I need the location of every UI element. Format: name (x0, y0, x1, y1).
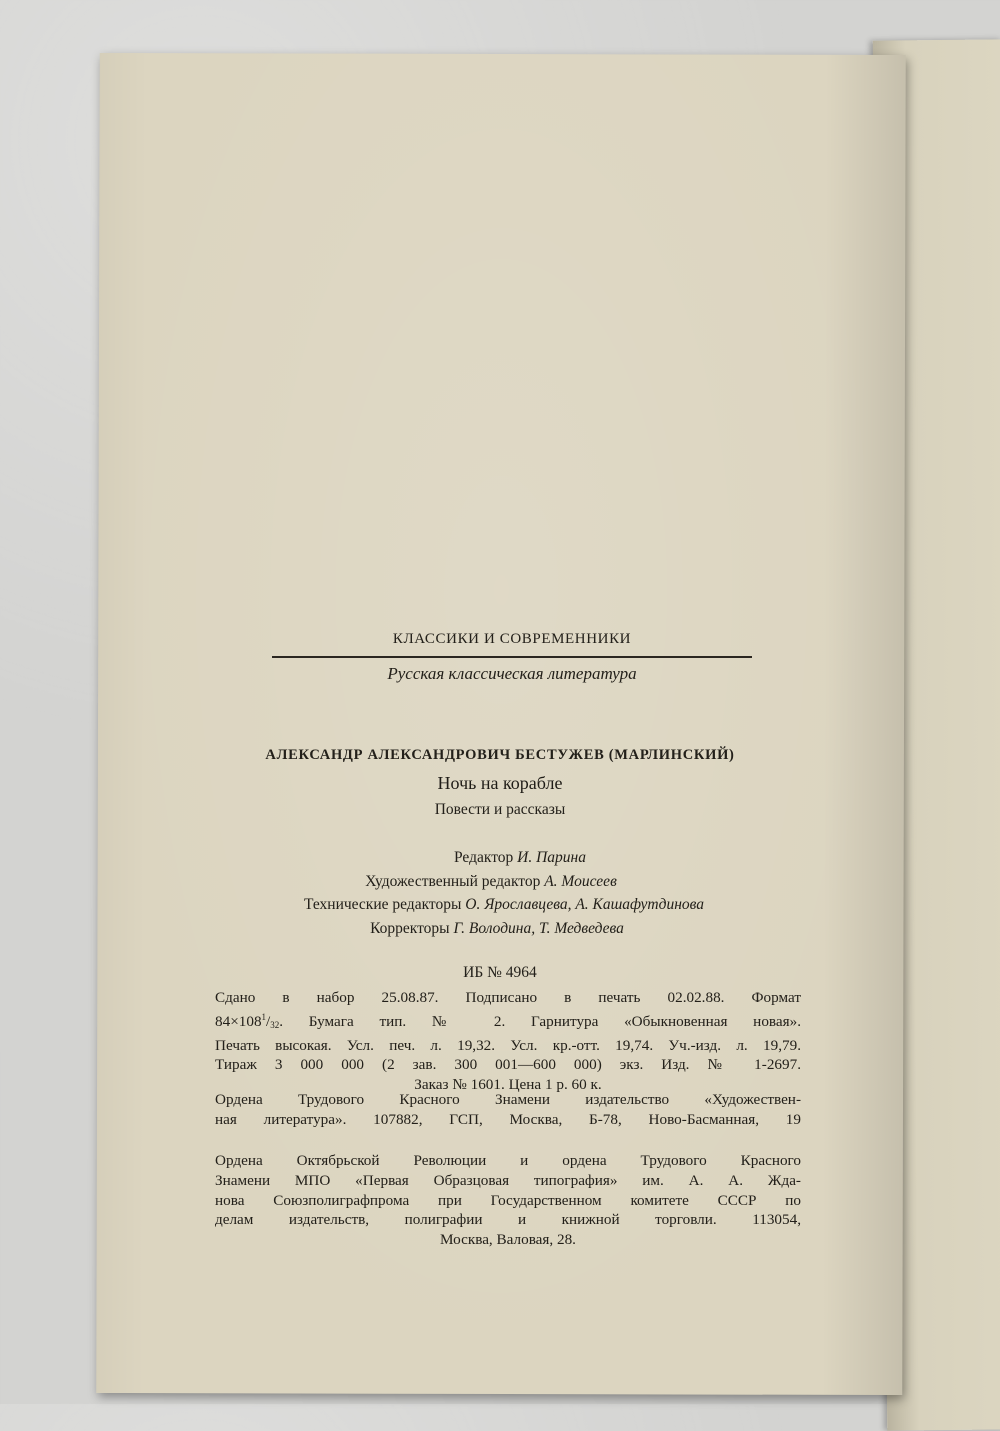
credit-name: Г. Володина, Т. Медведева (453, 919, 624, 937)
publisher-line: ная литература». 107882, ГСП, Москва, Б-78, Ново-Басманная, 19 (215, 1110, 801, 1128)
credit-name: И. Парина (517, 849, 586, 866)
book-subtitle: Повести и рассказы (434, 801, 566, 818)
book-title: Ночь на корабле (437, 773, 563, 793)
credit-line (160, 917, 840, 941)
print-line: Тираж 3 000 000 (2 зав. 300 001—600 000) экз. Изд. № 1-2697. (215, 1056, 801, 1074)
publisher-info (215, 1090, 801, 1130)
printer-line: Ордена Октябрьской Революции и ордена Трудового Красного (215, 1152, 801, 1169)
book-author: АЛЕКСАНДР АЛЕКСАНДРОВИЧ БЕСТУЖЕВ (МАРЛИНСКИЙ) (265, 747, 735, 763)
credit-line (160, 870, 840, 894)
format-numerator: 1 (261, 1011, 267, 1022)
credit-role: Художественный редактор (365, 872, 541, 890)
credit-role: Корректоры (370, 919, 450, 937)
printer-line: делам издательств, полиграфии и книжной торговли. 113054, (215, 1211, 801, 1229)
format-value: 84×108 (215, 1012, 262, 1030)
credit-line (160, 893, 840, 917)
print-line: Заказ № 1601. Цена 1 р. 60 к. (414, 1076, 602, 1094)
credit-name: О. Ярославцева, А. Кашафутдинова (465, 896, 705, 913)
editorial-credits (160, 846, 840, 940)
series-name: КЛАССИКИ И СОВРЕМЕННИКИ (392, 631, 632, 647)
series-divider (272, 656, 752, 658)
print-line: Сдано в набор 25.08.87. Подписано в печать 02.02.88. Формат (215, 989, 801, 1006)
printer-line: Знамени МПО «Первая Образцовая типография» им. А. А. Жда- (215, 1171, 801, 1189)
format-denominator: 32 (270, 1019, 280, 1030)
credit-name: А. Моисеев (544, 872, 617, 890)
printer-info (215, 1151, 801, 1250)
credit-role: Редактор (454, 849, 514, 866)
print-line: $84\times 108^1/_{32}$. Бумага тип. № 2. Гарнитура «Обыкновенная новая». (215, 1011, 801, 1030)
print-details (215, 988, 801, 1095)
credit-line (160, 846, 840, 870)
printer-line: Москва, Валовая, 28. (440, 1231, 576, 1249)
credit-role: Технические редакторы (303, 896, 462, 913)
subseries-name: Русская классическая литература (387, 664, 637, 683)
print-line: Печать высокая. Усл. печ. л. 19,32. Усл. кр.-отт. 19,74. Уч.-изд. л. 19,79. (215, 1036, 801, 1054)
publisher-line: Ордена Трудового Красного Знамени издательство «Художествен- (215, 1091, 801, 1108)
ib-number: ИБ № 4964 (463, 964, 537, 981)
print-line-rest: . Бумага тип. № 2. Гарнитура «Обыкновенная новая». (279, 1012, 801, 1030)
printer-line: нова Союзполиграфпрома при Государственном комитете СССР по (215, 1191, 801, 1209)
